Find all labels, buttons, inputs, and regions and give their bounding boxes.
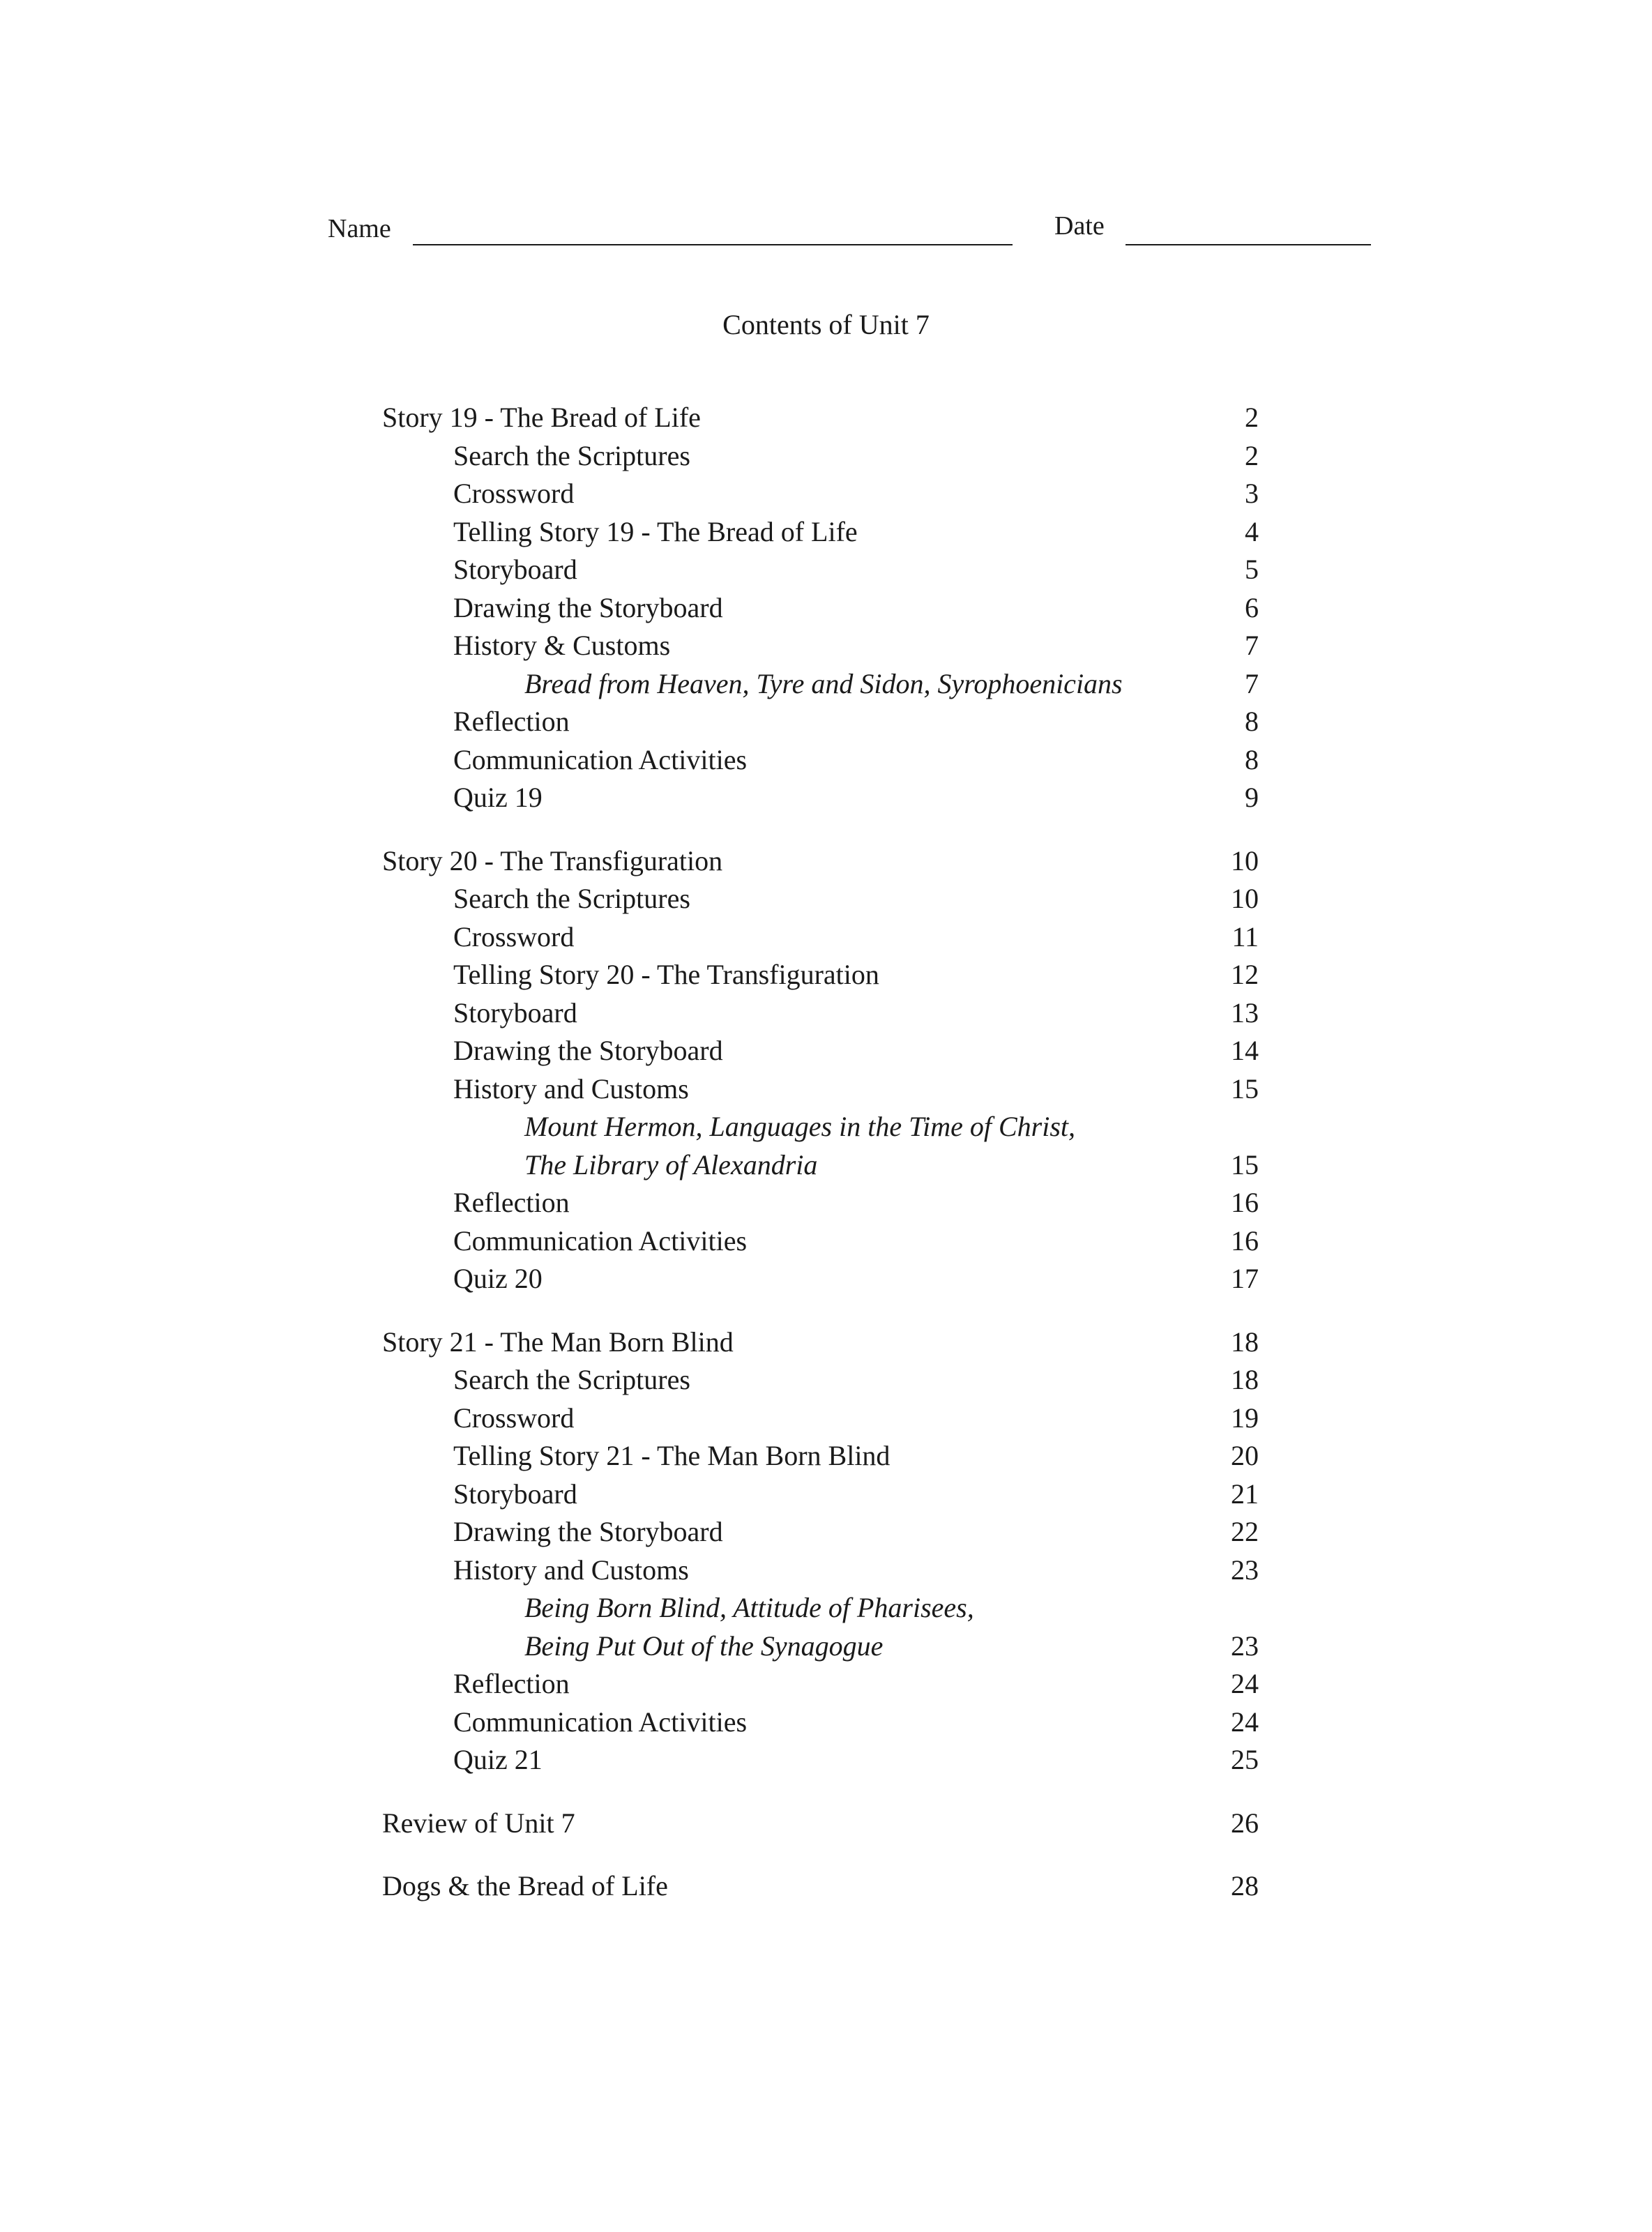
toc-entry-title: Being Put Out of the Synagogue xyxy=(524,1630,884,1662)
toc-entry-title: Storyboard xyxy=(453,554,577,585)
toc-entry xyxy=(0,994,1652,1033)
toc-entry-title: Telling Story 19 - The Bread of Life xyxy=(453,515,858,547)
toc-entry-title: Bread from Heaven, Tyre and Sidon, Syrophoenicians xyxy=(524,667,1123,699)
toc-entry-title: Search the Scriptures xyxy=(453,883,690,914)
toc-group-story-19 xyxy=(0,399,1652,817)
toc-heading-review xyxy=(0,1805,1652,1843)
toc-entry xyxy=(0,1551,1652,1590)
toc-entry-title: Reflection xyxy=(453,1187,570,1218)
toc-entry xyxy=(0,627,1652,665)
toc-page-number: 19 xyxy=(1231,1402,1259,1434)
toc-page-number: 7 xyxy=(1245,630,1259,661)
toc-entry-title: Storyboard xyxy=(453,996,577,1028)
toc-entry-title: Quiz 21 xyxy=(453,1744,543,1775)
toc-heading-dogs xyxy=(0,1867,1652,1906)
name-blank-line[interactable] xyxy=(413,244,1013,245)
toc-entry-title: Reflection xyxy=(453,1668,570,1699)
toc-page-number: 16 xyxy=(1231,1224,1259,1257)
toc-page-number: 5 xyxy=(1245,554,1259,585)
toc-page-number: 13 xyxy=(1231,996,1259,1028)
toc-page-number: 9 xyxy=(1245,782,1259,813)
toc-group-story-21 xyxy=(0,1323,1652,1779)
toc-entry-title: Communication Activities xyxy=(453,1224,748,1257)
toc-entry-title: Crossword xyxy=(453,478,575,509)
toc-entry xyxy=(0,1399,1652,1438)
toc-entry xyxy=(0,589,1652,628)
toc-page-number: 14 xyxy=(1231,1035,1259,1066)
toc-page-number: 23 xyxy=(1231,1630,1259,1662)
toc-entry xyxy=(0,779,1652,817)
toc-entry xyxy=(0,551,1652,589)
toc-entry-title: Reflection xyxy=(453,706,570,737)
toc-page-number: 6 xyxy=(1245,591,1259,623)
toc-entry xyxy=(0,1222,1652,1261)
toc-page-number: 21 xyxy=(1231,1478,1259,1510)
toc-entry-title: Dogs & the Bread of Life xyxy=(382,1870,668,1901)
toc-entry-title: History & Customs xyxy=(453,630,671,661)
toc-entry xyxy=(0,1070,1652,1109)
toc-entry xyxy=(0,956,1652,994)
toc-entry xyxy=(0,703,1652,741)
toc-heading-story-19 xyxy=(0,399,1652,437)
toc-entry-title: The Library of Alexandria xyxy=(524,1148,818,1180)
toc-subtopic-entry xyxy=(0,1627,1652,1666)
toc-entry-title: Telling Story 21 - The Man Born Blind xyxy=(453,1440,891,1471)
toc-entry xyxy=(0,918,1652,957)
toc-entry-title: Storyboard xyxy=(453,1478,577,1510)
toc-entry xyxy=(0,1032,1652,1070)
toc-entry-title: Being Born Blind, Attitude of Pharisees, xyxy=(524,1592,974,1623)
toc-page-number: 12 xyxy=(1231,959,1259,990)
toc-entry-title: Crossword xyxy=(453,1402,575,1434)
toc-entry-title: Drawing the Storyboard xyxy=(453,1516,723,1547)
toc-group-story-20 xyxy=(0,842,1652,1298)
toc-page-number: 18 xyxy=(1231,1326,1259,1358)
toc-entry xyxy=(0,880,1652,918)
toc-entry xyxy=(0,437,1652,476)
toc-entry-title: Communication Activities xyxy=(453,1706,748,1738)
toc-subtopic-entry xyxy=(0,1589,1652,1627)
toc-entry-title: Mount Hermon, Languages in the Time of Christ, xyxy=(524,1111,1076,1142)
toc-entry xyxy=(0,513,1652,552)
toc-subtopic-entry xyxy=(0,1146,1652,1185)
toc-entry xyxy=(0,1665,1652,1703)
toc-entry-title: Drawing the Storyboard xyxy=(453,591,723,623)
date-blank-line[interactable] xyxy=(1126,244,1371,245)
toc-entry xyxy=(0,1361,1652,1399)
toc-entry-title: Quiz 20 xyxy=(453,1263,543,1294)
toc-entry xyxy=(0,1741,1652,1779)
toc-page-number: 2 xyxy=(1245,402,1259,433)
toc-subtopic-entry xyxy=(0,665,1652,704)
toc-entry xyxy=(0,1260,1652,1298)
toc-page-number: 20 xyxy=(1231,1440,1259,1471)
toc-page-number: 11 xyxy=(1232,920,1259,952)
toc-page-number: 26 xyxy=(1231,1807,1259,1839)
toc-entry xyxy=(0,1437,1652,1475)
toc-page-number: 10 xyxy=(1231,844,1259,876)
toc-entry-title: Telling Story 20 - The Transfiguration xyxy=(453,959,879,990)
toc-entry-title: Story 20 - The Transfiguration xyxy=(382,844,723,876)
toc-page-number: 7 xyxy=(1245,667,1259,699)
toc-entry-title: Search the Scriptures xyxy=(453,1364,690,1395)
toc-page-number: 15 xyxy=(1231,1072,1259,1104)
toc-entry-title: Quiz 19 xyxy=(453,782,543,813)
toc-entry-title: Communication Activities xyxy=(453,743,748,775)
toc-entry xyxy=(0,1513,1652,1551)
toc-page-number: 25 xyxy=(1231,1744,1259,1775)
toc-page-number: 4 xyxy=(1245,515,1259,547)
table-of-contents xyxy=(0,399,1652,1931)
toc-page-number: 15 xyxy=(1231,1148,1259,1180)
toc-group-dogs xyxy=(0,1867,1652,1906)
toc-entry-title: Review of Unit 7 xyxy=(382,1807,575,1839)
toc-entry xyxy=(0,475,1652,513)
toc-page-number: 17 xyxy=(1231,1263,1259,1294)
date-label: Date xyxy=(1054,211,1105,241)
toc-page-number: 8 xyxy=(1245,743,1259,775)
toc-page-number: 24 xyxy=(1231,1668,1259,1699)
toc-entry xyxy=(0,1703,1652,1742)
toc-group-review xyxy=(0,1805,1652,1843)
toc-page-number: 8 xyxy=(1245,706,1259,737)
page-title: Contents of Unit 7 xyxy=(722,309,930,340)
toc-heading-story-21 xyxy=(0,1323,1652,1362)
toc-page-number: 16 xyxy=(1231,1187,1259,1218)
toc-entry-title: Story 21 - The Man Born Blind xyxy=(382,1326,734,1358)
toc-page-number: 28 xyxy=(1231,1870,1259,1901)
toc-entry-title: Search the Scriptures xyxy=(453,439,690,471)
toc-entry xyxy=(0,1184,1652,1222)
toc-page-number: 2 xyxy=(1245,439,1259,471)
toc-subtopic-entry xyxy=(0,1108,1652,1146)
toc-page-number: 24 xyxy=(1231,1706,1259,1738)
toc-entry-title: Story 19 - The Bread of Life xyxy=(382,402,701,433)
toc-entry xyxy=(0,741,1652,780)
toc-page-number: 10 xyxy=(1231,883,1259,914)
toc-page-number: 23 xyxy=(1231,1554,1259,1586)
toc-page-number: 22 xyxy=(1231,1516,1259,1547)
toc-heading-story-20 xyxy=(0,842,1652,881)
toc-entry xyxy=(0,1475,1652,1514)
toc-entry-title: Crossword xyxy=(453,920,575,952)
toc-page-number: 3 xyxy=(1245,478,1259,509)
toc-entry-title: History and Customs xyxy=(453,1072,689,1104)
toc-entry-title: Drawing the Storyboard xyxy=(453,1035,723,1066)
name-label: Name xyxy=(328,214,391,243)
toc-page-number: 18 xyxy=(1231,1364,1259,1395)
toc-entry-title: History and Customs xyxy=(453,1554,689,1586)
